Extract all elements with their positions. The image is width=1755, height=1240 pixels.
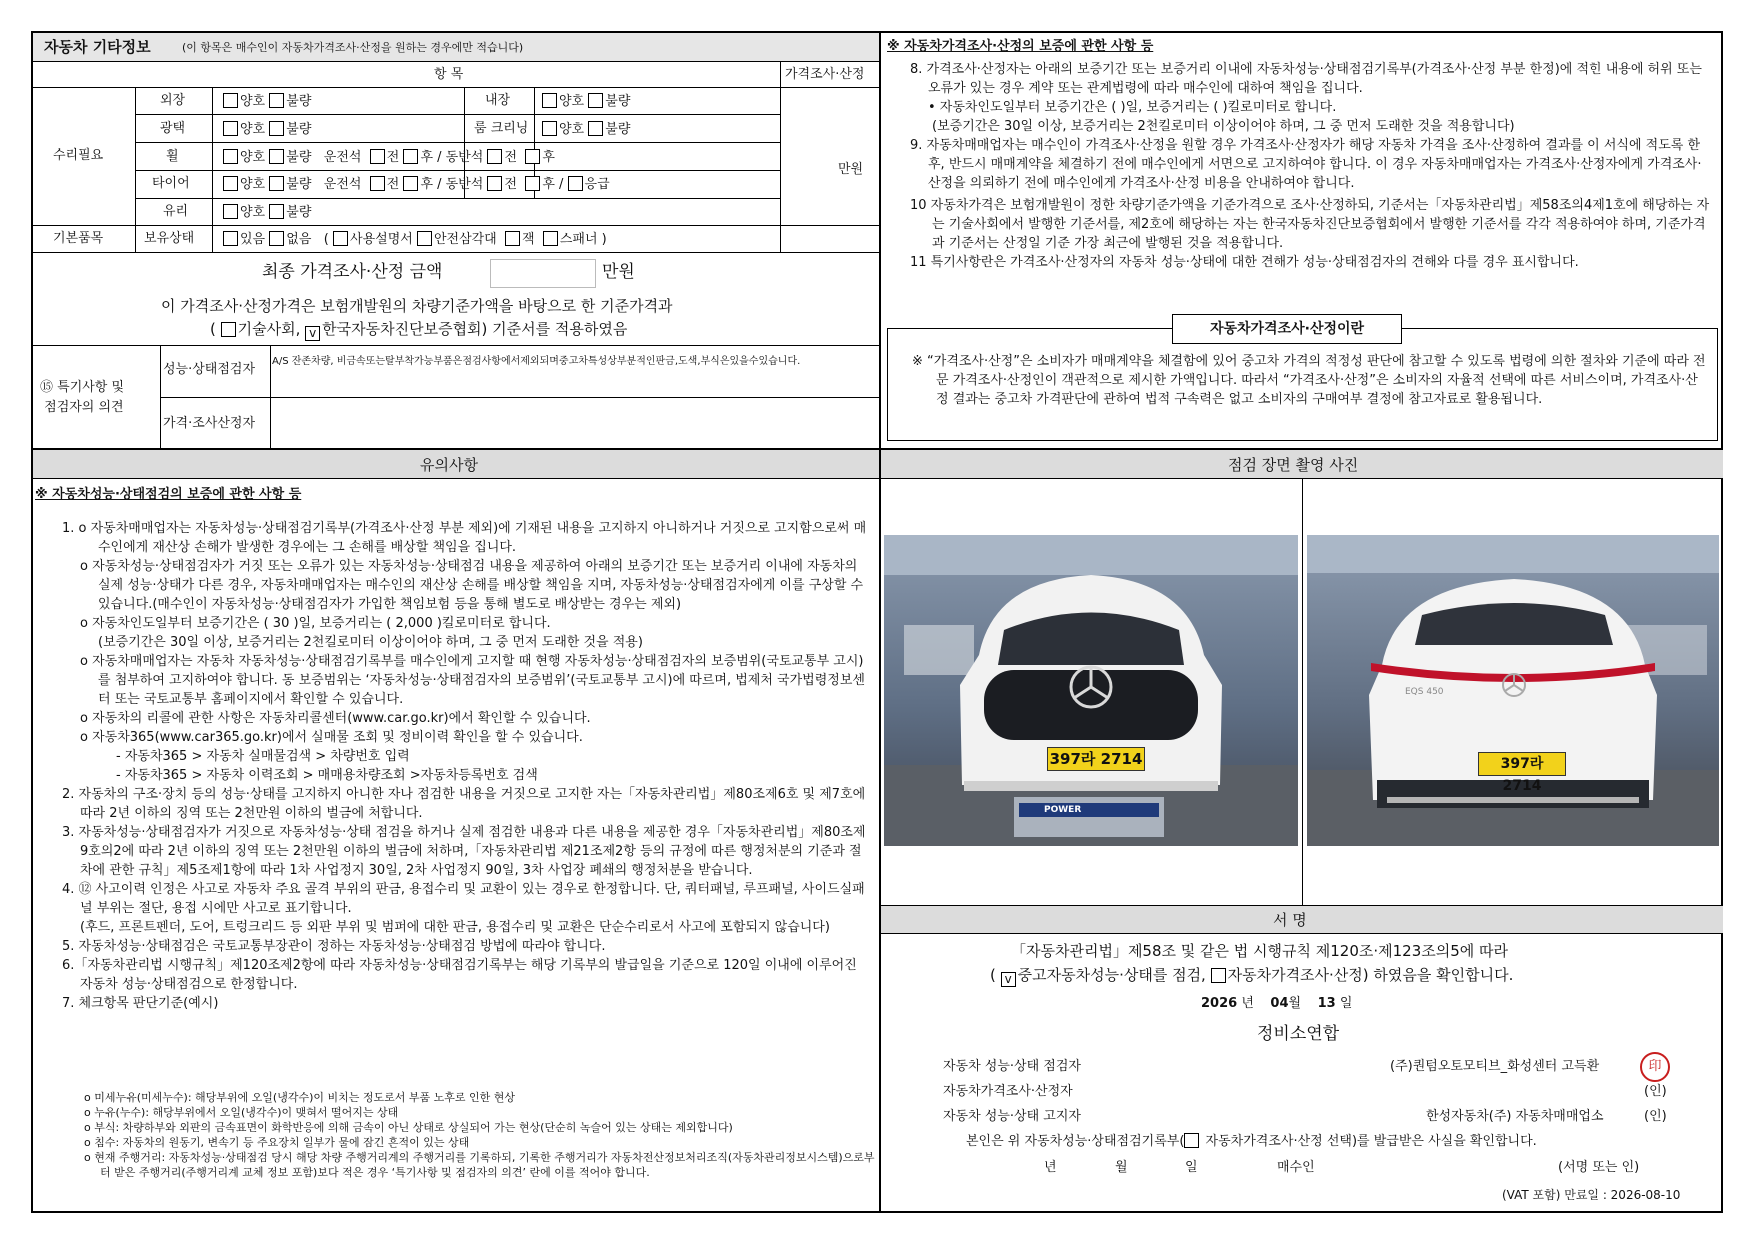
criteria-item: o 현재 주행거리: 자동차성능·상태점검 당시 해당 차량 주행거리계의 주행거리를 기록하되, 기록한 주행거리가 자동차전산정보처리조직(자동차관리정보시스템)으로부터 받은 주행거리(주행거리계 교체 정보 포함)보다 적은 경우 ‘특기사항 및 점검자의 의견’ 란에 이를 적어야 합니다.	[84, 1151, 875, 1179]
row-line	[135, 170, 780, 171]
tire-driver-rear-checkbox[interactable]	[403, 176, 418, 191]
group-repair: 수리필요	[53, 148, 104, 163]
sig-label-notifier: 자동차 성능·상태 고지자	[943, 1109, 1081, 1124]
row-line	[33, 225, 879, 226]
glass-bad-checkbox[interactable]	[269, 204, 284, 219]
perf-inspector-note: A/S 잔존차량, 비금속또는탈부착가능부품은점검사항에서제외되며중고차특성상부분적인판금,도색,부식은있을수있습니다.	[272, 356, 801, 367]
triangle-checkbox[interactable]	[417, 231, 432, 246]
notice-item-1c: o 자동차인도일부터 보증기간은 ( 30 )일, 보증거리는 ( 2,000 )킬로미터로 합니다.	[80, 616, 551, 631]
col-line	[160, 345, 161, 450]
inspector-seal-stamp: 印	[1640, 1052, 1670, 1082]
notice-item-1d: (보증기간은 30일 이상, 보증거리는 2천킬로미터 이상이어야 하며, 그 중 먼저 도래한 것을 적용)	[98, 635, 643, 650]
tire-passenger-rear-checkbox[interactable]	[525, 176, 540, 191]
row-wheel: 휠	[166, 149, 179, 164]
notice-item-1e: o 자동차매매업자는 자동차 자동차성능·상태점검기록부를 매수인에게 고지할 때 현행 자동차성능·상태점검자의 보증범위(국토교통부 고시)를 첨부하여 고지하여야 합니다. 동 보증범위는 ‘자동차성능·상태점검자의 보증범위’(국토교통부 고시)에 따르며, 법제처 국가법령정보센터 또는 국토교통부 홈페이지에서 확인할 수 있습니다.	[80, 654, 865, 707]
rear-car-image	[1307, 535, 1719, 846]
wheel-driver-rear-checkbox[interactable]	[403, 149, 418, 164]
tire-good-checkbox[interactable]	[223, 176, 238, 191]
row-polish: 광택	[160, 121, 186, 136]
expiry-footer: (VAT 포함) 만료일 : 2026-08-10	[1502, 1188, 1681, 1202]
front-car-image	[884, 535, 1298, 846]
notice-item-2: 2. 자동차의 구조·장치 등의 성능·상태를 고지하지 아니한 자나 점검한 내용을 거짓으로 고지한 자는「자동차관리법」제80조제6호 및 제7호에 따라 2년 이하의 징역 또는 2천만원 이하의 벌금에 처합니다.	[62, 787, 866, 821]
notice-item-1h: - 자동차365 > 자동차 실매물검색 > 차량번호 입력	[116, 749, 410, 764]
col-line	[270, 345, 271, 450]
final-price-label: 최종 가격조사·산정 금액	[262, 262, 443, 282]
row-tire: 타이어	[152, 176, 190, 191]
vehicle-info-title: 자동차 기타정보	[44, 38, 151, 56]
basis-tech-checkbox[interactable]	[221, 322, 236, 337]
final-price-unit: 만원	[602, 262, 635, 282]
polish-good-checkbox[interactable]	[223, 121, 238, 136]
confirm-price-checkbox[interactable]	[1211, 968, 1226, 983]
room-clean-bad-checkbox[interactable]	[588, 121, 603, 136]
col-line	[135, 87, 136, 252]
interior-good-checkbox[interactable]	[542, 93, 557, 108]
photo-header: 점검 장면 촬영 사진	[1228, 456, 1359, 474]
notice-item-3: 3. 자동차성능·상태점검자가 거짓으로 자동차성능·상태 점검을 하거나 실제 점검한 내용과 다른 내용을 제공한 경우「자동차관리법」제80조제9호의2에 따라 2년 이하의 징역 또는 2천만원 이하의 벌금에 처하며,「자동차관리법 제21조제2항 등의 규정에 따른 행정처분의 기준과 절차에 관한 규칙」제5조제1항에 따라 1차 사업정지 30일, 2차 사업정지 90일, 3차 사업장 폐쇄의 행정처분을 받습니다.	[62, 825, 866, 878]
criteria-item: o 부식: 차량하부와 외판의 금속표면이 화학반응에 의해 금속이 아닌 상태로 상실되어 가는 현상(단순히 녹슬어 있는 상태는 제외합니다)	[84, 1121, 733, 1134]
price-inspector-label: 가격·조사산정자	[163, 416, 256, 431]
sig-seal-notifier: (인)	[1644, 1109, 1667, 1124]
rear-license-plate: 397라 2714	[1478, 752, 1566, 776]
group-basic: 기본품목	[53, 231, 104, 246]
notice-list	[62, 519, 872, 1013]
sig-value-notifier: 한성자동차(주) 자동차매매업소	[1426, 1109, 1604, 1124]
clause-8b: (보증기간은 30일 이상, 보증거리는 2천킬로미터 이상이어야 하며, 그 중 먼저 도래한 것을 적용합니다)	[932, 119, 1515, 134]
notice-item-1g: o 자동차365(www.car365.go.kr)에서 실매물 조회 및 정비이력 확인을 할 수 있습니다.	[80, 730, 583, 745]
price-definition-title: 자동차가격조사·산정이란	[1172, 314, 1402, 344]
performance-warranty-title: ※ 자동차성능·상태점검의 보증에 관한 사항 등	[35, 487, 302, 502]
glass-options: 양호 불량	[223, 204, 311, 221]
wheel-options: 양호 불량 운전석 전 후 / 동반석 전 후	[223, 149, 555, 166]
perf-inspector-label: 성능·상태점검자	[163, 362, 256, 377]
room-clean-options: 양호 불량	[542, 121, 630, 138]
wheel-driver-front-checkbox[interactable]	[370, 149, 385, 164]
basis-line-2: ( 기술사회, v 한국자동차진단보증협회) 기준서를 적용하였음	[210, 320, 628, 340]
notice-header: 유의사항	[420, 456, 478, 474]
clause-11: 11 특기사항란은 가격조사·산정자의 자동차 성능·상태에 대한 견해가 성능·상태점검자의 견해와 다를 경우 표시합니다.	[910, 255, 1579, 270]
sign-header: 서 명	[1273, 911, 1307, 929]
row-possession: 보유상태	[144, 231, 195, 246]
row-line	[33, 87, 879, 88]
tire-passenger-front-checkbox[interactable]	[487, 176, 502, 191]
clause-8: 8. 가격조사·산정자는 아래의 보증기간 또는 보증거리 이내에 자동차성능·상태점검기록부(가격조사·산정 부분 한정)에 적힌 내용에 허위 또는 오류가 있는 경우 계약 또는 관계법령에 따라 매수인에 대하여 책임을 집니다.	[910, 62, 1702, 96]
sign-date: 2026 년 04월 13 일	[1201, 996, 1353, 1011]
price-warranty-title: ※ 자동차가격조사·산정의 보증에 관한 사항 등	[887, 39, 1154, 54]
price-unit: 만원	[838, 162, 864, 177]
center-divider	[879, 31, 881, 1213]
spanner-checkbox[interactable]	[543, 231, 558, 246]
model-badge: EQS 450	[1405, 687, 1444, 697]
photo-divider	[1302, 478, 1303, 905]
rear-photo	[1307, 535, 1719, 846]
sig-label-pricer: 자동차가격조사·산정자	[943, 1084, 1073, 1099]
basis-line-1: 이 가격조사·산정가격은 보험개발원의 차량기준가액을 바탕으로 한 기준가격과	[161, 297, 673, 315]
receipt-line: 본인은 위 자동차성능·상태점검기록부( 자동차가격조사·산정 선택)를 발급받은 사실을 확인합니다.	[966, 1134, 1537, 1149]
union-name: 정비소연합	[1257, 1024, 1340, 1044]
possession-options: 있음 없음 ( 사용설명서 안전삼각대 잭 스패너 )	[223, 231, 607, 248]
polish-bad-checkbox[interactable]	[269, 121, 284, 136]
exterior-good-checkbox[interactable]	[223, 93, 238, 108]
front-photo	[884, 535, 1298, 846]
criteria-item: o 누유(누수): 해당부위에서 오일(냉각수)이 맺혀서 떨어지는 상태	[84, 1106, 399, 1119]
wheel-bad-checkbox[interactable]	[269, 149, 284, 164]
vehicle-info-subtitle: (이 항목은 매수인이 자동차가격조사·산정을 원하는 경우에만 적습니다)	[182, 41, 524, 54]
interior-bad-checkbox[interactable]	[588, 93, 603, 108]
possession-none-checkbox[interactable]	[269, 231, 284, 246]
buyer-year: 년	[1044, 1160, 1057, 1175]
wheel-passenger-rear-checkbox[interactable]	[525, 149, 540, 164]
row-line	[33, 252, 879, 253]
buyer-label: 매수인	[1277, 1160, 1315, 1175]
wheel-passenger-front-checkbox[interactable]	[487, 149, 502, 164]
glass-good-checkbox[interactable]	[223, 204, 238, 219]
law-basis-line: 「자동차관리법」제58조 및 같은 법 시행규칙 제120조·제123조의5에 따라	[1011, 942, 1509, 960]
notice-item-7: 7. 체크항목 판단기준(예시)	[62, 996, 219, 1011]
row-line	[135, 198, 780, 199]
col-item-header: 항 목	[434, 67, 464, 82]
tire-emergency-checkbox[interactable]	[568, 176, 583, 191]
notice-item-4b: (후드, 프론트펜더, 도어, 트렁크리드 등 외판 부위 및 범퍼에 대한 판금, 용접수리 및 교환은 단순수리로서 사고에 포함되지 않습니다)	[80, 920, 830, 935]
row-glass: 유리	[163, 204, 189, 219]
row-exterior: 외장	[160, 93, 186, 108]
buyer-day: 일	[1185, 1160, 1198, 1175]
col-line	[212, 87, 213, 252]
basis-kada-checkbox[interactable]: v	[305, 326, 320, 341]
final-price-input[interactable]	[490, 259, 596, 288]
notice-item-1b: o 자동차성능·상태점검자가 거짓 또는 오류가 있는 자동차성능·상태점검 내용을 제공하여 아래의 보증기간 또는 보증거리 이내에 자동차의 실제 성능·상태가 다른 경우, 자동차매매업자는 매수인의 재산상 손해를 배상할 책임을 지며, 자동차성능·상태점검자에게 이를 구상할 수 있습니다.(매수인이 자동차성능·상태점검자가 가입한 책임보험 등을 통해 별도로 배상받는 경우는 제외)	[80, 559, 864, 612]
price-definition-text: ※ “가격조사·산정”은 소비자가 매매계약을 체결함에 있어 중고차 가격의 적정성 판단에 참고할 수 있도록 법령에 의한 절차와 기준에 따라 전문 가격조사·산정인이 객관적으로 제시한 가액입니다. 따라서 “가격조사·산정”은 소비자의 자율적 선택에 따른 서비스이며, 가격조사·산정 결과는 중고차 가격판단에 관하여 법적 구속력은 없고 소비자의 구매여부 결정에 참고자료로 활용됩니다.	[912, 354, 1706, 407]
clause-8a: • 자동차인도일부터 보증기간은 ( )일, 보증거리는 ( )킬로미터로 합니다.	[928, 100, 1337, 115]
clause-9: 9. 자동차매매업자는 매수인이 가격조사·산정을 원할 경우 가격조사·산정자가 해당 자동차 가격을 조사·산정하여 결과를 이 서식에 적도록 한 후, 반드시 매매계약을 체결하기 전에 매수인에게 서면으로 고지하여야 합니다. 이 경우 자동차매매업자는 가격조사·산정자에게 가격조사·산정을 의뢰하기 전에 매수인에게 가격조사·산정 비용을 안내하여야 합니다.	[910, 138, 1702, 191]
row-room-clean: 룸 크리닝	[474, 121, 529, 136]
special-notes-label: ⑮ 특기사항 및 점검자의 의견	[40, 380, 125, 415]
notice-item-4: 4. ⑫ 사고이력 인정은 사고로 자동차 주요 골격 부위의 판금, 용접수리 및 교환이 있는 경우로 한정합니다. 단, 쿼터패널, 루프패널, 사이드실패널 부위는 절단, 용접 시에만 사고로 표기합니다.	[62, 882, 865, 916]
notice-item-1i: - 자동차365 > 자동차 이력조회 > 매매용차량조회 >자동차등록번호 검색	[116, 768, 538, 783]
criteria-list	[84, 1090, 876, 1180]
clause-10: 10 자동차가격은 보험개발원이 정한 차량기준가액을 기준가격으로 조사·산정하되, 기준서는「자동차관리법」제58조의4제1호에 해당하는 자는 기술사회에서 발행한 기준서를, 제2호에 해당하는 자는 한국자동차진단보증협회에서 발행한 기준서를 각각 적용하여야 하며, 기준가격과 기준서는 산정일 기준 가장 최근에 발행된 것을 적용합니다.	[910, 198, 1710, 251]
front-license-plate: 397라 2714	[1047, 747, 1145, 771]
tire-bad-checkbox[interactable]	[269, 176, 284, 191]
exterior-bad-checkbox[interactable]	[269, 93, 284, 108]
col-line	[780, 61, 781, 252]
sig-seal-pricer: (인)	[1644, 1084, 1667, 1099]
notice-item-1: 1. o 자동차매매업자는 자동차성능·상태점검기록부(가격조사·산정 부분 제외)에 기재된 내용을 고지하지 아니하거나 거짓으로 고지함으로써 매수인에게 재산상 손해가 발생한 경우에는 그 손해를 배상할 책임을 집니다.	[62, 521, 867, 555]
row-line	[160, 397, 879, 398]
notice-item-5: 5. 자동차성능·상태점검은 국토교통부장관이 정하는 자동차성능·상태점검 방법에 따라야 합니다.	[62, 939, 606, 954]
tire-options: 양호 불량 운전석 전 후 / 동반석 전 후 / 응급	[223, 176, 610, 193]
sig-value-inspector: (주)퀀텀오토모티브_화성센터 고득환	[1390, 1059, 1600, 1074]
row-line	[135, 142, 780, 143]
manual-checkbox[interactable]	[333, 231, 348, 246]
lift-brand: POWER	[1044, 805, 1082, 815]
buyer-month: 월	[1115, 1160, 1128, 1175]
possession-have-checkbox[interactable]	[223, 231, 238, 246]
row-interior: 내장	[485, 93, 511, 108]
polish-options: 양호 불량	[223, 121, 311, 138]
col-price-header: 가격조사·산정	[785, 67, 865, 82]
room-clean-good-checkbox[interactable]	[542, 121, 557, 136]
row-line	[135, 114, 780, 115]
sig-label-inspector: 자동차 성능·상태 점검자	[943, 1059, 1081, 1074]
notice-item-6: 6.「자동차관리법 시행규칙」제120조제2항에 따라 자동차성능·상태점검기록부는 해당 기록부의 발급일을 기준으로 120일 이내에 이루어진 자동차 성능·상태점검으로 한정합니다.	[62, 958, 857, 992]
price-warranty-text	[910, 60, 1710, 272]
confirm-line: ( v 중고자동차성능·상태를 점검, 자동차가격조사·산정) 하였음을 확인합니다.	[990, 966, 1514, 986]
tire-driver-front-checkbox[interactable]	[370, 176, 385, 191]
criteria-item: o 미세누유(미세누수): 해당부위에 오일(냉각수)이 비치는 정도로서 부품 노후로 인한 현상	[84, 1091, 515, 1104]
confirm-inspection-checkbox[interactable]: v	[1001, 972, 1016, 987]
exterior-options: 양호 불량	[223, 93, 311, 110]
notice-item-1f: o 자동차의 리콜에 관한 사항은 자동차리콜센터(www.car.go.kr)에서 확인할 수 있습니다.	[80, 711, 591, 726]
jack-checkbox[interactable]	[505, 231, 520, 246]
wheel-good-checkbox[interactable]	[223, 149, 238, 164]
buyer-signature-field[interactable]: (서명 또는 인)	[1558, 1160, 1640, 1175]
receipt-price-checkbox[interactable]	[1184, 1133, 1199, 1148]
criteria-item: o 침수: 자동차의 원동기, 변속기 등 주요장치 일부가 물에 잠긴 흔적이 있는 상태	[84, 1136, 470, 1149]
interior-options: 양호 불량	[542, 93, 630, 110]
